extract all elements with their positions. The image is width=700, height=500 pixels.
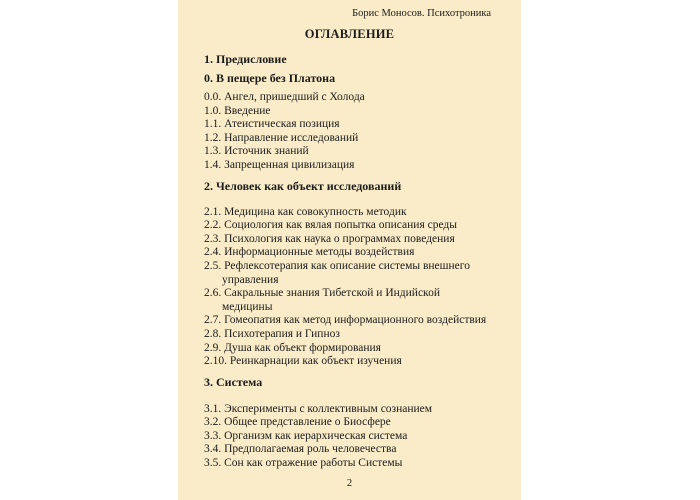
toc-item-2-7: 2.7. Гомеопатия как метод информационного воздействия xyxy=(204,314,487,327)
toc-item-1-4: 1.4. Запрещенная цивилизация xyxy=(204,158,355,171)
toc-item-3-3: 3.3. Организм как иерархическая система xyxy=(204,429,408,442)
toc-item-2-3: 2.3. Психология как наука о программах поведения xyxy=(204,232,455,245)
toc-section-2-items xyxy=(204,206,504,369)
toc-item-2-6-continuation: медицины xyxy=(222,300,273,313)
page-number: 2 xyxy=(346,478,353,489)
toc-item-2-4: 2.4. Информационные методы воздействия xyxy=(204,246,415,259)
toc-section-preface: 1. Предисловие xyxy=(204,52,287,66)
toc-section-3-items xyxy=(204,403,504,471)
toc-item-1-1: 1.1. Атеистическая позиция xyxy=(204,118,340,131)
toc-item-2-6-text: 2.6. Сакральные знания Тибетской и Индийской xyxy=(204,287,440,300)
toc-item-2-6 xyxy=(204,287,504,314)
toc-item-3-5: 3.5. Сон как отражение работы Системы xyxy=(204,457,403,470)
toc-item-2-5-continuation: управления xyxy=(222,273,279,286)
running-head: Борис Моносов. Психотроника xyxy=(352,8,491,19)
toc-item-1-2: 1.2. Направление исследований xyxy=(204,131,359,144)
toc-title: ОГЛАВЛЕНИЕ xyxy=(304,27,395,41)
toc-item-2-9: 2.9. Душа как объект формирования xyxy=(204,341,381,354)
toc-item-2-5-text: 2.5. Рефлексотерапия как описание системы внешнего xyxy=(204,259,470,272)
toc-item-3-2: 3.2. Общее представление о Биосфере xyxy=(204,416,391,429)
toc-item-3-4: 3.4. Предполагаемая роль человечества xyxy=(204,443,397,456)
toc-item-0-0: 0.0. Ангел, пришедший с Холода xyxy=(204,91,365,103)
document-page xyxy=(178,0,521,500)
toc-section-0: 0. В пещере без Платона xyxy=(204,71,336,85)
toc-item-2-10: 2.10. Реинкарнации как объект изучения xyxy=(204,355,402,368)
toc-section-0-items xyxy=(204,91,504,173)
toc-item-2-5 xyxy=(204,260,504,287)
toc-item-1-0: 1.0. Введение xyxy=(204,104,271,117)
toc-item-2-8: 2.8. Психотерапия и Гипноз xyxy=(204,327,340,340)
toc-item-2-1: 2.1. Медицина как совокупность методик xyxy=(204,205,407,218)
toc-section-2: 2. Человек как объект исследований xyxy=(204,178,402,193)
table-of-contents xyxy=(204,52,504,471)
toc-section-3: 3. Система xyxy=(204,374,263,389)
toc-item-2-2: 2.2. Социология как вялая попытка описания среды xyxy=(204,219,457,232)
toc-item-1-3: 1.3. Источник знаний xyxy=(204,145,309,158)
toc-item-3-1: 3.1. Эксперименты с коллективным сознанием xyxy=(204,402,433,415)
